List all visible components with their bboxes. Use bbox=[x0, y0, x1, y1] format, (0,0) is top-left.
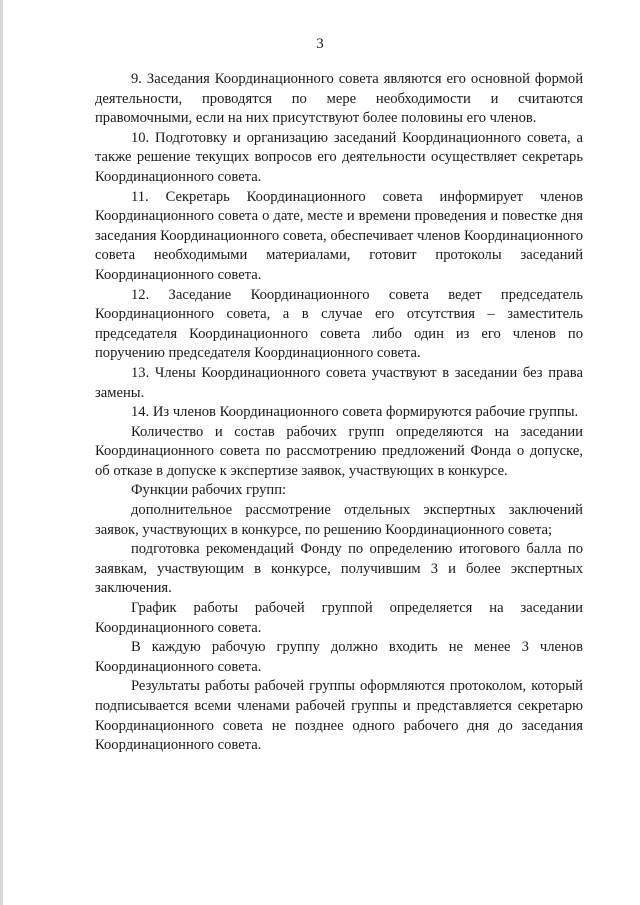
paragraph-12: 12. Заседание Координационного совета ведет председатель Координационного совета, а в случае его отсутствия – заместитель председателя Координационного совета либо один из его членов по поручению председателя Координационного совета. bbox=[95, 286, 583, 362]
paragraph-11: 11. Секретарь Координационного совета информирует членов Координационного совета о дате, месте и времени проведения и повестке дня заседания Координационного совета, обеспечивает членов Координационного совета необходимыми материалами, готовит протоколы заседаний Координационного совета. bbox=[95, 188, 583, 283]
paragraph-results: Результаты работы рабочей группы оформляются протоколом, который подписывается всеми членами рабочей группы и представляется секретарю Координационного совета не позднее одного рабочего дня до заседания Координационного совета. bbox=[95, 678, 583, 754]
paragraph-working-groups-composition: Количество и состав рабочих групп определяются на заседании Координационного совета по рассмотрению предложений Фонда о допуске, об отказе в допуске к экспертизе заявок, участвующих в конкурсе. bbox=[95, 423, 583, 479]
scan-edge bbox=[0, 0, 3, 905]
paragraph-14: 14. Из членов Координационного совета формируются рабочие группы. bbox=[131, 404, 579, 421]
paragraph-function-additional-review: дополнительное рассмотрение отдельных экспертных заключений заявок, участвующих в конкурсе, по решению Координационного совета; bbox=[95, 502, 583, 538]
document-body bbox=[95, 70, 583, 756]
paragraph-schedule: График работы рабочей группой определяется на заседании Координационного совета. bbox=[95, 600, 583, 636]
paragraph-13: 13. Члены Координационного совета участвуют в заседании без права замены. bbox=[95, 364, 583, 401]
paragraph-function-recommendations: подготовка рекомендаций Фонду по определению итогового балла по заявкам, участвующим в конкурсе, получившим 3 и более экспертных заключения. bbox=[95, 541, 583, 597]
paragraph-working-groups-functions-heading: Функции рабочих групп: bbox=[131, 482, 287, 499]
paragraph-membership: В каждую рабочую группу должно входить не менее 3 членов Координационного совета. bbox=[95, 639, 583, 675]
paragraph-10: 10. Подготовку и организацию заседаний Координационного совета, а также решение текущих вопросов его деятельности осуществляет секретарь Координационного совета. bbox=[95, 129, 583, 185]
paragraph-9: 9. Заседания Координационного совета являются его основной формой деятельности, проводятся по мере необходимости и считаются правомочными, если на них присутствуют более половины его членов. bbox=[95, 71, 583, 127]
page-number: 3 bbox=[316, 36, 324, 52]
